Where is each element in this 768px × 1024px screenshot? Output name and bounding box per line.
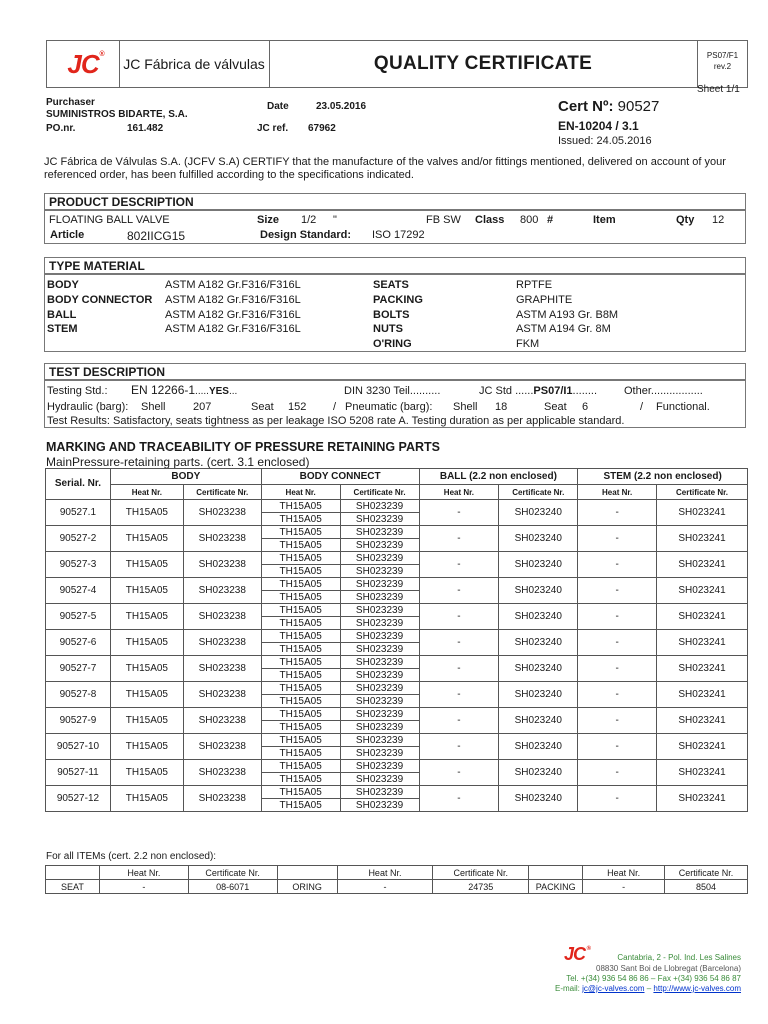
stem-cert-cell: SH023241 <box>657 578 748 604</box>
size-label: Size <box>257 214 280 226</box>
po-label: PO.nr. <box>46 123 76 134</box>
table-row <box>46 604 748 617</box>
hydraulic-shell-label: Shell <box>141 401 166 413</box>
items-blank <box>46 866 100 880</box>
product-heading: PRODUCT DESCRIPTION <box>44 193 746 210</box>
bodyconn-cert-cell: SH023239 <box>340 708 419 721</box>
table-row <box>46 682 748 695</box>
bodyconn-heat-cell: TH15A05 <box>261 708 340 721</box>
col-cert: Certificate Nr. <box>340 485 419 500</box>
stem-cert-cell: SH023241 <box>657 708 748 734</box>
stem-heat-cell: - <box>578 604 657 630</box>
traceability-heading: MARKING AND TRACEABILITY OF PRESSURE RETAINING PARTS <box>46 440 440 454</box>
bodyconn-cert-cell: SH023239 <box>340 695 419 708</box>
ball-heat-cell: - <box>419 630 499 656</box>
col-cert: Certificate Nr. <box>188 866 277 880</box>
items-blank <box>529 866 583 880</box>
bodyconn-heat-cell: TH15A05 <box>261 734 340 747</box>
material-part: O'RING <box>373 338 412 351</box>
material-spec: ASTM A182 Gr.F316/F316L <box>165 308 301 321</box>
serial-cell: 90527-3 <box>46 552 111 578</box>
body-cert-cell: SH023238 <box>183 708 261 734</box>
ball-cert-cell: SH023240 <box>499 552 578 578</box>
material-parts-left <box>47 278 152 337</box>
hydraulic-label: Hydraulic (barg): <box>47 401 129 413</box>
ball-heat-cell: - <box>419 656 499 682</box>
class-value: 800 <box>520 214 539 226</box>
body-heat-cell: TH15A05 <box>110 552 183 578</box>
ball-heat-cell: - <box>419 552 499 578</box>
class-label: Class <box>475 214 505 226</box>
bodyconn-heat-cell: TH15A05 <box>261 617 340 630</box>
body-cert-cell: SH023238 <box>183 760 261 786</box>
bodyconn-cert-cell: SH023239 <box>340 643 419 656</box>
bodyconn-heat-cell: TH15A05 <box>261 526 340 539</box>
bodyconn-heat-cell: TH15A05 <box>261 669 340 682</box>
material-spec: ASTM A182 Gr.F316/F316L <box>165 323 301 336</box>
footer-phone: Tel. +(34) 936 54 86 86 – Fax +(34) 936 54 86 87 <box>566 974 741 983</box>
item-part: ORING <box>277 880 337 894</box>
body-cert-cell: SH023238 <box>183 656 261 682</box>
certification-statement: JC Fábrica de Válvulas S.A. (JCFV S.A) CERTIFY that the manufacture of the valves and/or fittings mentioned, delivered on account of your referenced order, has been fulfilled according to the specifications indicated. <box>44 156 726 181</box>
bodyconn-heat-cell: TH15A05 <box>261 656 340 669</box>
col-heat: Heat Nr. <box>99 866 188 880</box>
item-heat: - <box>583 880 665 894</box>
body-cert-cell: SH023238 <box>183 578 261 604</box>
product-name: FLOATING BALL VALVE <box>49 214 170 226</box>
col-heat: Heat Nr. <box>583 866 665 880</box>
table-row <box>46 786 748 799</box>
stem-heat-cell: - <box>578 656 657 682</box>
serial-cell: 90527-9 <box>46 708 111 734</box>
product-box <box>44 210 746 244</box>
ball-heat-cell: - <box>419 578 499 604</box>
separator-slash: / <box>640 401 644 413</box>
bodyconn-cert-cell: SH023239 <box>340 721 419 734</box>
size-unit: " <box>333 214 337 226</box>
test-heading: TEST DESCRIPTION <box>44 363 746 380</box>
jcref-label: JC ref. <box>257 123 289 134</box>
material-spec: ASTM A182 Gr.F316/F316L <box>165 293 301 306</box>
bodyconn-cert-cell: SH023239 <box>340 656 419 669</box>
bodyconn-cert-cell: SH023239 <box>340 500 419 513</box>
col-stem: STEM (2.2 non enclosed) <box>578 469 748 485</box>
bodyconn-cert-cell: SH023239 <box>340 799 419 812</box>
col-ball: BALL (2.2 non enclosed) <box>419 469 578 485</box>
items-table <box>45 865 748 894</box>
stem-heat-cell: - <box>578 552 657 578</box>
bodyconn-heat-cell: TH15A05 <box>261 682 340 695</box>
stem-cert-cell: SH023241 <box>657 500 748 526</box>
company-name: JC Fábrica de válvulas <box>119 41 270 87</box>
bodyconn-heat-cell: TH15A05 <box>261 513 340 526</box>
stem-heat-cell: - <box>578 526 657 552</box>
article-label: Article <box>50 229 85 241</box>
material-part: BODY CONNECTOR <box>47 293 153 306</box>
material-spec: ASTM A194 Gr. 8M <box>516 323 611 336</box>
serial-cell: 90527-2 <box>46 526 111 552</box>
stem-heat-cell: - <box>578 786 657 812</box>
items-heading: For all ITEMs (cert. 2.2 non enclosed): <box>46 851 217 862</box>
body-cert-cell: SH023238 <box>183 630 261 656</box>
bodyconn-cert-cell: SH023239 <box>340 773 419 786</box>
website-link[interactable]: http://www.jc-valves.com <box>653 984 741 993</box>
jcref-value: 67962 <box>308 123 336 134</box>
article-value: 802IICG15 <box>127 229 186 243</box>
item-heat: - <box>99 880 188 894</box>
bodyconn-heat-cell: TH15A05 <box>261 773 340 786</box>
body-heat-cell: TH15A05 <box>110 656 183 682</box>
bodyconn-cert-cell: SH023239 <box>340 669 419 682</box>
traceability-subheading: MainPressure-retaining parts. (cert. 3.1 enclosed) <box>46 455 310 469</box>
stem-heat-cell: - <box>578 708 657 734</box>
bodyconn-heat-cell: TH15A05 <box>261 591 340 604</box>
serial-cell: 90527-6 <box>46 630 111 656</box>
bodyconn-heat-cell: TH15A05 <box>261 552 340 565</box>
bodyconn-heat-cell: TH15A05 <box>261 721 340 734</box>
ball-heat-cell: - <box>419 708 499 734</box>
bodyconn-cert-cell: SH023239 <box>340 526 419 539</box>
body-heat-cell: TH15A05 <box>110 708 183 734</box>
cert-number: Cert Nº: 90527 <box>558 98 660 115</box>
purchaser-label: Purchaser <box>46 97 95 108</box>
jc-logo: JC ® <box>47 41 120 87</box>
material-part: NUTS <box>373 323 403 336</box>
functional-test: Functional. <box>656 401 710 413</box>
end-connection: FB SW <box>426 214 461 226</box>
material-spec: RPTFE <box>516 279 553 291</box>
material-spec: FKM <box>516 338 540 351</box>
stem-cert-cell: SH023241 <box>657 630 748 656</box>
stem-cert-cell: SH023241 <box>657 734 748 760</box>
table-row <box>46 656 748 669</box>
doc-code: PS07/F1 rev.2 <box>697 41 747 87</box>
serial-cell: 90527.1 <box>46 500 111 526</box>
bodyconn-cert-cell: SH023239 <box>340 552 419 565</box>
material-heading: TYPE MATERIAL <box>44 257 746 274</box>
testing-std-label: Testing Std.: <box>47 385 108 397</box>
stem-cert-cell: SH023241 <box>657 682 748 708</box>
items-blank <box>277 866 337 880</box>
table-row <box>46 500 748 513</box>
bodyconn-cert-cell: SH023239 <box>340 591 419 604</box>
col-body: BODY <box>110 469 261 485</box>
serial-cell: 90527-5 <box>46 604 111 630</box>
ball-cert-cell: SH023240 <box>499 734 578 760</box>
serial-cell: 90527-10 <box>46 734 111 760</box>
bodyconn-cert-cell: SH023239 <box>340 682 419 695</box>
body-cert-cell: SH023238 <box>183 682 261 708</box>
date-label: Date <box>267 101 289 112</box>
footer-logo: JC ® <box>564 944 591 964</box>
ball-cert-cell: SH023240 <box>499 604 578 630</box>
bodyconn-heat-cell: TH15A05 <box>261 565 340 578</box>
body-heat-cell: TH15A05 <box>110 760 183 786</box>
ball-cert-cell: SH023240 <box>499 786 578 812</box>
table-row <box>46 630 748 643</box>
hydraulic-seat-value: 152 <box>288 401 307 413</box>
ball-cert-cell: SH023240 <box>499 682 578 708</box>
bodyconn-cert-cell: SH023239 <box>340 539 419 552</box>
traceability-table <box>45 468 748 812</box>
email-link[interactable]: jc@jc-valves.com <box>582 984 645 993</box>
hydraulic-shell-value: 207 <box>193 401 212 413</box>
ball-heat-cell: - <box>419 786 499 812</box>
body-heat-cell: TH15A05 <box>110 526 183 552</box>
ball-cert-cell: SH023240 <box>499 760 578 786</box>
bodyconn-heat-cell: TH15A05 <box>261 760 340 773</box>
body-heat-cell: TH15A05 <box>110 604 183 630</box>
col-cert: Certificate Nr. <box>657 485 748 500</box>
class-unit: # <box>547 214 554 226</box>
bodyconn-cert-cell: SH023239 <box>340 604 419 617</box>
item-part: PACKING <box>529 880 583 894</box>
stem-cert-cell: SH023241 <box>657 552 748 578</box>
separator-slash: / <box>333 401 337 413</box>
material-part: BODY <box>47 279 79 291</box>
qty-value: 12 <box>712 214 725 226</box>
bodyconn-cert-cell: SH023239 <box>340 578 419 591</box>
ball-heat-cell: - <box>419 734 499 760</box>
col-heat: Heat Nr. <box>261 485 340 500</box>
size-value: 1/2 <box>301 214 317 226</box>
stem-heat-cell: - <box>578 578 657 604</box>
hydraulic-seat-label: Seat <box>251 401 274 413</box>
ball-heat-cell: - <box>419 682 499 708</box>
body-cert-cell: SH023238 <box>183 552 261 578</box>
ball-cert-cell: SH023240 <box>499 630 578 656</box>
ball-cert-cell: SH023240 <box>499 708 578 734</box>
serial-cell: 90527-7 <box>46 656 111 682</box>
bodyconn-cert-cell: SH023239 <box>340 513 419 526</box>
bodyconn-heat-cell: TH15A05 <box>261 604 340 617</box>
body-cert-cell: SH023238 <box>183 526 261 552</box>
col-serial: Serial. Nr. <box>46 469 111 500</box>
table-row <box>46 734 748 747</box>
pneumatic-label: Pneumatic (barg): <box>345 401 433 413</box>
material-box <box>44 274 746 352</box>
table-row <box>46 578 748 591</box>
col-heat: Heat Nr. <box>578 485 657 500</box>
date-value: 23.05.2016 <box>316 101 367 112</box>
ball-heat-cell: - <box>419 604 499 630</box>
bodyconn-heat-cell: TH15A05 <box>261 786 340 799</box>
item-label: Item <box>593 214 616 226</box>
bodyconn-heat-cell: TH15A05 <box>261 500 340 513</box>
material-part: STEM <box>47 323 78 336</box>
bodyconn-heat-cell: TH15A05 <box>261 799 340 812</box>
body-cert-cell: SH023238 <box>183 500 261 526</box>
ball-cert-cell: SH023240 <box>499 656 578 682</box>
col-heat: Heat Nr. <box>337 866 433 880</box>
bodyconn-cert-cell: SH023239 <box>340 747 419 760</box>
stem-cert-cell: SH023241 <box>657 760 748 786</box>
stem-cert-cell: SH023241 <box>657 786 748 812</box>
stem-heat-cell: - <box>578 682 657 708</box>
material-spec: GRAPHITE <box>516 293 573 306</box>
item-part: SEAT <box>46 880 100 894</box>
material-part: BALL <box>47 308 77 321</box>
material-specs-left <box>165 278 301 337</box>
ball-cert-cell: SH023240 <box>499 526 578 552</box>
bodyconn-cert-cell: SH023239 <box>340 734 419 747</box>
stem-heat-cell: - <box>578 630 657 656</box>
bodyconn-heat-cell: TH15A05 <box>261 643 340 656</box>
bodyconn-cert-cell: SH023239 <box>340 786 419 799</box>
body-cert-cell: SH023238 <box>183 786 261 812</box>
col-heat: Heat Nr. <box>110 485 183 500</box>
col-cert: Certificate Nr. <box>665 866 748 880</box>
item-cert: 24735 <box>433 880 529 894</box>
ball-cert-cell: SH023240 <box>499 500 578 526</box>
pneumatic-seat-value: 6 <box>582 401 589 413</box>
bodyconn-cert-cell: SH023239 <box>340 630 419 643</box>
ball-heat-cell: - <box>419 526 499 552</box>
material-spec: ASTM A193 Gr. B8M <box>516 308 619 321</box>
pneumatic-shell-value: 18 <box>495 401 508 413</box>
body-heat-cell: TH15A05 <box>110 578 183 604</box>
sheet-number: Sheet 1/1 <box>697 84 740 95</box>
table-row <box>46 552 748 565</box>
body-heat-cell: TH15A05 <box>110 500 183 526</box>
col-cert: Certificate Nr. <box>183 485 261 500</box>
din-std: DIN 3230 Teil.......... <box>344 385 441 397</box>
stem-cert-cell: SH023241 <box>657 526 748 552</box>
col-heat: Heat Nr. <box>419 485 499 500</box>
col-body-connect: BODY CONNECT <box>261 469 419 485</box>
stem-cert-cell: SH023241 <box>657 604 748 630</box>
purchaser-name: SUMINISTROS BIDARTE, S.A. <box>46 109 188 120</box>
footer-contact: E-mail: jc@jc-valves.com – http://www.jc-valves.com <box>555 984 741 993</box>
footer-address1: Cantabria, 2 - Pol. Ind. Les Salines <box>617 953 741 962</box>
footer-address2: 08830 Sant Boi de Llobregat (Barcelona) <box>596 964 741 973</box>
serial-cell: 90527-4 <box>46 578 111 604</box>
serial-cell: 90527-12 <box>46 786 111 812</box>
material-specs-right <box>516 278 618 352</box>
pneumatic-seat-label: Seat <box>544 401 567 413</box>
ball-heat-cell: - <box>419 760 499 786</box>
item-cert: 8504 <box>665 880 748 894</box>
table-row <box>46 760 748 773</box>
material-part: SEATS <box>373 279 409 291</box>
bodyconn-heat-cell: TH15A05 <box>261 630 340 643</box>
body-cert-cell: SH023238 <box>183 604 261 630</box>
bodyconn-cert-cell: SH023239 <box>340 617 419 630</box>
pneumatic-shell-label: Shell <box>453 401 478 413</box>
document-title: QUALITY CERTIFICATE <box>373 53 593 74</box>
col-cert: Certificate Nr. <box>433 866 529 880</box>
bodyconn-heat-cell: TH15A05 <box>261 578 340 591</box>
design-value: ISO 17292 <box>372 229 425 241</box>
material-spec: ASTM A182 Gr.F316/F316L <box>165 279 301 291</box>
bodyconn-heat-cell: TH15A05 <box>261 695 340 708</box>
stem-heat-cell: - <box>578 500 657 526</box>
item-heat: - <box>337 880 433 894</box>
header-box <box>46 40 748 88</box>
issued-date: Issued: 24.05.2016 <box>558 135 652 147</box>
body-heat-cell: TH15A05 <box>110 734 183 760</box>
serial-cell: 90527-11 <box>46 760 111 786</box>
other-std: Other................. <box>624 385 703 397</box>
bodyconn-cert-cell: SH023239 <box>340 565 419 578</box>
ball-heat-cell: - <box>419 500 499 526</box>
stem-heat-cell: - <box>578 760 657 786</box>
qty-label: Qty <box>676 214 695 226</box>
design-label: Design Standard: <box>260 229 352 241</box>
body-cert-cell: SH023238 <box>183 734 261 760</box>
body-heat-cell: TH15A05 <box>110 630 183 656</box>
material-part: PACKING <box>373 293 423 306</box>
body-heat-cell: TH15A05 <box>110 786 183 812</box>
col-cert: Certificate Nr. <box>499 485 578 500</box>
test-box <box>44 380 746 428</box>
bodyconn-cert-cell: SH023239 <box>340 760 419 773</box>
stem-heat-cell: - <box>578 734 657 760</box>
material-parts-right <box>373 278 423 352</box>
po-number: 161.482 <box>127 123 164 134</box>
bodyconn-heat-cell: TH15A05 <box>261 747 340 760</box>
en-standard: EN-10204 / 3.1 <box>558 119 639 133</box>
serial-cell: 90527-8 <box>46 682 111 708</box>
item-cert: 08-6071 <box>188 880 277 894</box>
stem-cert-cell: SH023241 <box>657 656 748 682</box>
jc-std: JC Std ......PS07/I1........ <box>479 385 597 397</box>
body-heat-cell: TH15A05 <box>110 682 183 708</box>
material-part: BOLTS <box>373 308 410 321</box>
test-results: Test Results: Satisfactory, seats tightness as per leakage ISO 5208 rate A. Testing duration as per applicable standard. <box>47 415 625 427</box>
ball-cert-cell: SH023240 <box>499 578 578 604</box>
table-row <box>46 708 748 721</box>
bodyconn-heat-cell: TH15A05 <box>261 539 340 552</box>
table-row <box>46 526 748 539</box>
testing-std-value: EN 12266-1.....YES... <box>131 383 238 397</box>
